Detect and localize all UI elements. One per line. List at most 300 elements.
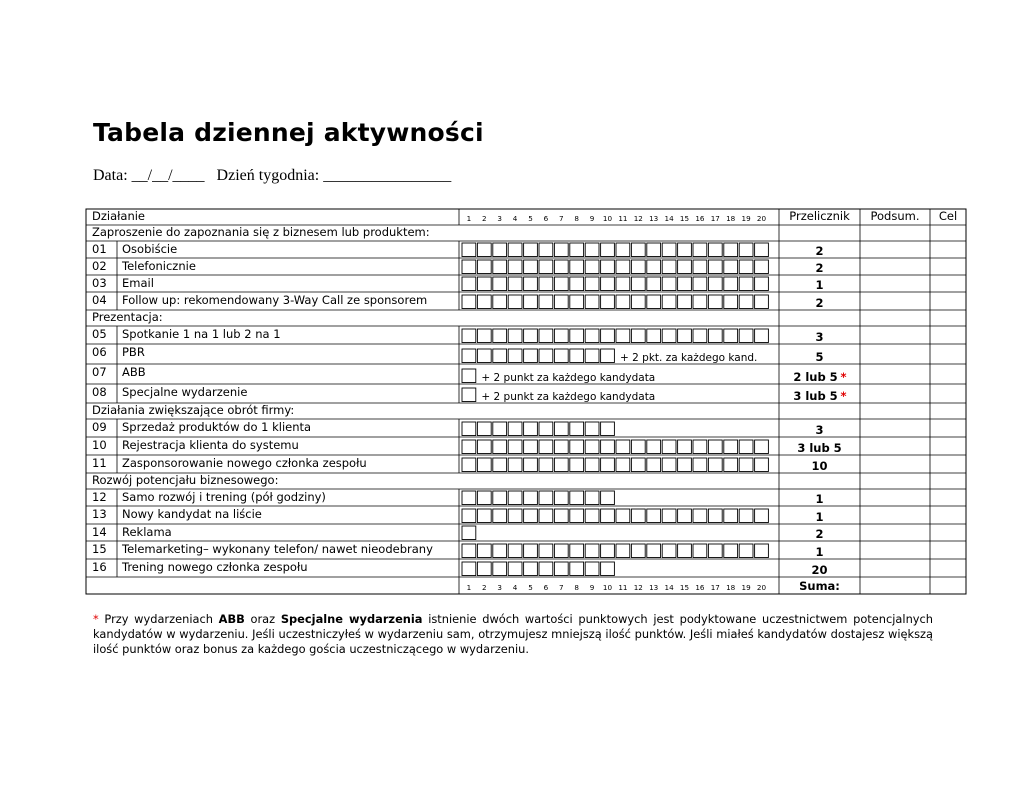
header-number: 7 — [559, 214, 564, 223]
tally-box — [708, 329, 722, 343]
tally-box — [477, 458, 491, 472]
tally-box — [708, 458, 722, 472]
tally-box — [477, 329, 491, 343]
tally-box — [755, 509, 769, 523]
tally-box — [539, 243, 553, 257]
header-number: 1 — [466, 214, 472, 223]
tally-box — [539, 491, 553, 505]
tally-box — [708, 243, 722, 257]
tally-box — [601, 243, 615, 257]
footnote-text-2: oraz — [244, 612, 281, 626]
tally-box — [647, 329, 661, 343]
tally-box — [477, 349, 491, 363]
tally-box — [647, 440, 661, 454]
row-label: Email — [122, 276, 154, 290]
footnote — [93, 612, 933, 657]
header-goal: Cel — [938, 209, 958, 223]
row-number: 09 — [92, 420, 107, 434]
tally-box — [508, 458, 522, 472]
tally-box — [524, 422, 538, 436]
tally-box — [693, 260, 707, 274]
tally-box — [601, 562, 615, 576]
tally-box — [493, 260, 507, 274]
tally-box — [601, 329, 615, 343]
tally-box — [601, 458, 615, 472]
tally-box — [462, 544, 476, 558]
header-number: 6 — [543, 214, 549, 223]
tally-box — [477, 509, 491, 523]
tally-box — [524, 243, 538, 257]
date-label: Data: — [93, 167, 128, 184]
tally-box — [724, 277, 738, 291]
footnote-text-3: istnienie dwóch wartości punktowych jest podyktowane uczestnictwem potencjalnych kandydatów w wydarzeniu. Jeśli uczestniczyłeś w wydarzeniu sam, otrzymujesz mniejszą ilość punktów. Jeśli miałeś kandydatów dostajesz większą ilość punktów oraz bonus za każdego gościa uczestniczącego w wydarzeniu. — [93, 612, 934, 656]
tally-box — [570, 458, 584, 472]
tally-box — [493, 491, 507, 505]
tally-box — [508, 260, 522, 274]
tally-box — [462, 295, 476, 309]
multiplier-value: 3 lub 5 — [797, 441, 842, 455]
tally-box — [631, 329, 645, 343]
footer-number: 7 — [559, 583, 564, 592]
tally-box — [554, 295, 568, 309]
tally-box — [755, 277, 769, 291]
tally-box — [508, 509, 522, 523]
tally-box — [724, 458, 738, 472]
tally-box — [508, 491, 522, 505]
tally-box — [631, 544, 645, 558]
section-label: Rozwój potencjału biznesowego: — [92, 473, 279, 487]
footer-number: 10 — [602, 583, 613, 592]
section-label: Działania zwiększające obrót firmy: — [92, 403, 295, 417]
tally-box — [678, 458, 692, 472]
tally-box — [524, 491, 538, 505]
tally-box — [678, 329, 692, 343]
tally-box — [739, 329, 753, 343]
tally-box — [631, 260, 645, 274]
tally-box — [554, 440, 568, 454]
row-note: + 2 pkt. za każdego kand. — [620, 352, 758, 364]
tally-box — [739, 544, 753, 558]
tally-box — [724, 440, 738, 454]
row-label: Telemarketing– wykonany telefon/ nawet nieodebrany — [122, 542, 433, 556]
row-label: Zasponsorowanie nowego członka zespołu — [122, 456, 367, 470]
footer-number: 11 — [618, 583, 628, 592]
tally-box — [647, 243, 661, 257]
tally-box — [493, 329, 507, 343]
tally-box — [570, 277, 584, 291]
tally-box — [662, 260, 676, 274]
tally-box — [724, 295, 738, 309]
row-number: 12 — [92, 490, 107, 504]
tally-box — [585, 329, 599, 343]
tally-box — [678, 509, 692, 523]
date-blank: __/__/____ — [131, 167, 205, 184]
tally-box — [508, 349, 522, 363]
tally-box — [539, 277, 553, 291]
footer-number: 8 — [574, 583, 579, 592]
tally-box — [724, 509, 738, 523]
multiplier-value: 3 lub 5 — [793, 389, 838, 403]
row-label: Samo rozwój i trening (pół godziny) — [122, 490, 326, 504]
tally-box — [539, 260, 553, 274]
tally-box — [493, 440, 507, 454]
tally-box — [570, 544, 584, 558]
footnote-special: Specjalne wydarzenia — [280, 612, 423, 626]
multiplier-value: 5 — [815, 350, 824, 364]
multiplier-value: 2 lub 5 — [793, 370, 838, 384]
tally-box — [570, 562, 584, 576]
tally-box — [508, 295, 522, 309]
tally-box — [508, 562, 522, 576]
header-number: 18 — [726, 214, 736, 223]
tally-box — [524, 295, 538, 309]
multiplier-value: 2 — [815, 244, 824, 258]
tally-box — [524, 562, 538, 576]
tally-box — [601, 440, 615, 454]
tally-box — [508, 544, 522, 558]
tally-box — [585, 260, 599, 274]
tally-box — [708, 260, 722, 274]
tally-box — [539, 509, 553, 523]
tally-box — [462, 422, 476, 436]
tally-box — [493, 509, 507, 523]
tally-box — [616, 260, 630, 274]
tally-box — [708, 440, 722, 454]
tally-box — [724, 243, 738, 257]
footer-number: 15 — [679, 583, 690, 592]
tally-box — [477, 491, 491, 505]
row-label: Sprzedaż produktów do 1 klienta — [122, 420, 312, 434]
row-label: Spotkanie 1 na 1 lub 2 na 1 — [122, 327, 281, 341]
page-title: Tabela dziennej aktywności — [93, 118, 484, 147]
tally-box — [616, 277, 630, 291]
tally-box — [616, 458, 630, 472]
header-number: 8 — [574, 214, 579, 223]
tally-box — [662, 277, 676, 291]
footer-number: 16 — [695, 583, 705, 592]
row-number: 11 — [92, 456, 107, 470]
tally-box — [570, 440, 584, 454]
header-number: 5 — [528, 214, 533, 223]
multiplier-value: 10 — [811, 459, 828, 473]
tally-box — [462, 491, 476, 505]
tally-box — [570, 422, 584, 436]
tally-box — [477, 260, 491, 274]
header-number: 4 — [512, 214, 518, 223]
multiplier-value: 3 — [815, 330, 824, 344]
tally-box — [601, 491, 615, 505]
section-label: Zaproszenie do zapoznania się z biznesem lub produktem: — [92, 225, 430, 239]
row-note: + 2 punkt za każdego kandydata — [481, 372, 656, 384]
footer-number: 1 — [466, 583, 472, 592]
tally-box — [477, 277, 491, 291]
tally-box — [477, 544, 491, 558]
tally-box — [477, 440, 491, 454]
tally-box — [524, 277, 538, 291]
row-number: 10 — [92, 438, 107, 452]
tally-box — [616, 243, 630, 257]
tally-box — [601, 295, 615, 309]
tally-box — [693, 243, 707, 257]
tally-box — [554, 544, 568, 558]
tally-box — [554, 260, 568, 274]
footer-number: 9 — [589, 583, 595, 592]
tally-box — [539, 349, 553, 363]
tally-box — [462, 440, 476, 454]
header-number: 9 — [589, 214, 595, 223]
tally-box — [554, 277, 568, 291]
tally-box — [739, 260, 753, 274]
tally-box — [508, 243, 522, 257]
tally-box — [662, 440, 676, 454]
tally-box — [708, 277, 722, 291]
tally-box — [462, 562, 476, 576]
tally-box — [755, 329, 769, 343]
tally-box — [462, 458, 476, 472]
multiplier-value: 3 — [815, 423, 824, 437]
tally-box — [539, 544, 553, 558]
footer-number: 13 — [649, 583, 659, 592]
tally-box — [739, 277, 753, 291]
tally-box — [616, 440, 630, 454]
multiplier-value: 20 — [811, 563, 828, 577]
footnote-abb: ABB — [218, 612, 245, 626]
footer-number: 20 — [756, 583, 767, 592]
tally-box — [539, 329, 553, 343]
tally-box — [508, 329, 522, 343]
tally-box — [631, 277, 645, 291]
header-number: 3 — [497, 214, 502, 223]
tally-box — [508, 277, 522, 291]
row-label: ABB — [122, 365, 146, 379]
tally-box — [693, 295, 707, 309]
tally-box — [570, 260, 584, 274]
tally-box — [570, 509, 584, 523]
tally-box — [554, 458, 568, 472]
multiplier-value: 2 — [815, 261, 824, 275]
tally-box — [631, 243, 645, 257]
multiplier-value: 1 — [815, 545, 824, 559]
tally-box — [585, 440, 599, 454]
tally-box — [739, 243, 753, 257]
tally-box — [739, 295, 753, 309]
tally-box — [493, 544, 507, 558]
footnote-star: * — [93, 612, 99, 626]
tally-box — [539, 562, 553, 576]
tally-box — [678, 260, 692, 274]
multiplier-value: 1 — [815, 278, 824, 292]
row-label: Osobiście — [122, 242, 178, 256]
tally-box — [708, 509, 722, 523]
tally-box — [601, 509, 615, 523]
tally-box — [755, 458, 769, 472]
footer-number: 6 — [543, 583, 549, 592]
tally-box — [755, 440, 769, 454]
row-label: Nowy kandydat na liście — [122, 507, 262, 521]
footer-number: 14 — [664, 583, 674, 592]
tally-box — [554, 329, 568, 343]
tally-box — [462, 369, 476, 383]
tally-box — [693, 329, 707, 343]
tally-box — [539, 440, 553, 454]
tally-box — [693, 544, 707, 558]
tally-box — [477, 243, 491, 257]
header-number: 17 — [710, 214, 720, 223]
tally-box — [493, 295, 507, 309]
header-number: 15 — [679, 214, 690, 223]
tally-box — [539, 422, 553, 436]
tally-box — [739, 440, 753, 454]
row-label: Rejestracja klienta do systemu — [122, 438, 299, 452]
multiplier-star: * — [840, 370, 847, 384]
tally-box — [462, 526, 476, 540]
footnote-text-1: Przy wydarzeniach — [98, 612, 219, 626]
tally-box — [524, 440, 538, 454]
tally-box — [493, 422, 507, 436]
tally-box — [616, 295, 630, 309]
tally-box — [524, 349, 538, 363]
tally-box — [693, 440, 707, 454]
tally-box — [662, 243, 676, 257]
tally-box — [631, 458, 645, 472]
tally-box — [647, 458, 661, 472]
row-number: 03 — [92, 276, 107, 290]
tally-box — [462, 509, 476, 523]
day-of-week-blank: ________________ — [323, 167, 452, 184]
row-label: PBR — [122, 345, 145, 359]
header-number: 11 — [618, 214, 628, 223]
tally-box — [524, 260, 538, 274]
tally-box — [585, 544, 599, 558]
tally-box — [724, 544, 738, 558]
row-number: 06 — [92, 345, 107, 359]
footer-number: 19 — [741, 583, 751, 592]
tally-box — [678, 243, 692, 257]
row-number: 15 — [92, 542, 107, 556]
tally-box — [678, 544, 692, 558]
row-number: 02 — [92, 259, 107, 273]
footer-number: 2 — [482, 583, 487, 592]
multiplier-star: * — [840, 389, 847, 403]
row-number: 13 — [92, 507, 107, 521]
tally-box — [554, 491, 568, 505]
row-label: Specjalne wydarzenie — [122, 385, 248, 399]
tally-box — [570, 491, 584, 505]
tally-box — [462, 349, 476, 363]
tally-box — [462, 329, 476, 343]
footer-number: 3 — [497, 583, 502, 592]
tally-box — [539, 295, 553, 309]
tally-box — [647, 260, 661, 274]
tally-box — [462, 260, 476, 274]
tally-box — [585, 243, 599, 257]
tally-box — [755, 243, 769, 257]
footer-number: 18 — [726, 583, 736, 592]
tally-box — [693, 509, 707, 523]
tally-box — [585, 562, 599, 576]
header-number: 13 — [649, 214, 659, 223]
tally-box — [601, 277, 615, 291]
header-action: Działanie — [92, 209, 146, 223]
header-number: 10 — [602, 214, 613, 223]
row-number: 08 — [92, 385, 107, 399]
tally-box — [647, 509, 661, 523]
tally-box — [554, 509, 568, 523]
tally-box — [662, 509, 676, 523]
tally-box — [739, 509, 753, 523]
header-number: 12 — [633, 214, 643, 223]
tally-box — [462, 277, 476, 291]
tally-box — [647, 277, 661, 291]
tally-box — [493, 243, 507, 257]
tally-box — [678, 295, 692, 309]
footer-number: 5 — [528, 583, 533, 592]
tally-box — [554, 349, 568, 363]
row-number: 16 — [92, 560, 107, 574]
tally-box — [524, 458, 538, 472]
tally-box — [662, 295, 676, 309]
tally-box — [477, 422, 491, 436]
tally-box — [631, 295, 645, 309]
tally-box — [585, 458, 599, 472]
tally-box — [585, 509, 599, 523]
tally-box — [616, 329, 630, 343]
tally-box — [724, 260, 738, 274]
tally-box — [647, 544, 661, 558]
tally-box — [493, 562, 507, 576]
tally-box — [477, 562, 491, 576]
tally-box — [554, 243, 568, 257]
header-number: 16 — [695, 214, 705, 223]
tally-box — [755, 544, 769, 558]
tally-box — [647, 295, 661, 309]
footer-number: 4 — [512, 583, 518, 592]
tally-box — [601, 349, 615, 363]
tally-box — [585, 277, 599, 291]
tally-box — [678, 440, 692, 454]
multiplier-value: 1 — [815, 492, 824, 506]
header-number: 20 — [756, 214, 767, 223]
tally-box — [755, 260, 769, 274]
row-number: 04 — [92, 293, 107, 307]
tally-box — [601, 260, 615, 274]
tally-box — [570, 349, 584, 363]
tally-box — [493, 458, 507, 472]
tally-box — [477, 295, 491, 309]
row-label: Follow up: rekomendowany 3-Way Call ze sponsorem — [122, 293, 428, 307]
row-number: 14 — [92, 525, 107, 539]
tally-box — [585, 349, 599, 363]
header-number: 19 — [741, 214, 751, 223]
row-number: 01 — [92, 242, 107, 256]
tally-box — [570, 329, 584, 343]
row-label: Trening nowego członka zespołu — [122, 560, 308, 574]
tally-box — [724, 329, 738, 343]
tally-box — [755, 295, 769, 309]
row-label: Reklama — [122, 525, 172, 539]
multiplier-value: 1 — [815, 510, 824, 524]
header-multiplier: Przelicznik — [789, 209, 850, 223]
tally-box — [554, 562, 568, 576]
multiplier-value: 2 — [815, 296, 824, 310]
tally-box — [585, 295, 599, 309]
tally-box — [585, 422, 599, 436]
day-of-week-label: Dzień tygodnia: — [216, 167, 320, 184]
tally-box — [570, 243, 584, 257]
tally-box — [662, 544, 676, 558]
tally-box — [601, 422, 615, 436]
tally-box — [462, 243, 476, 257]
